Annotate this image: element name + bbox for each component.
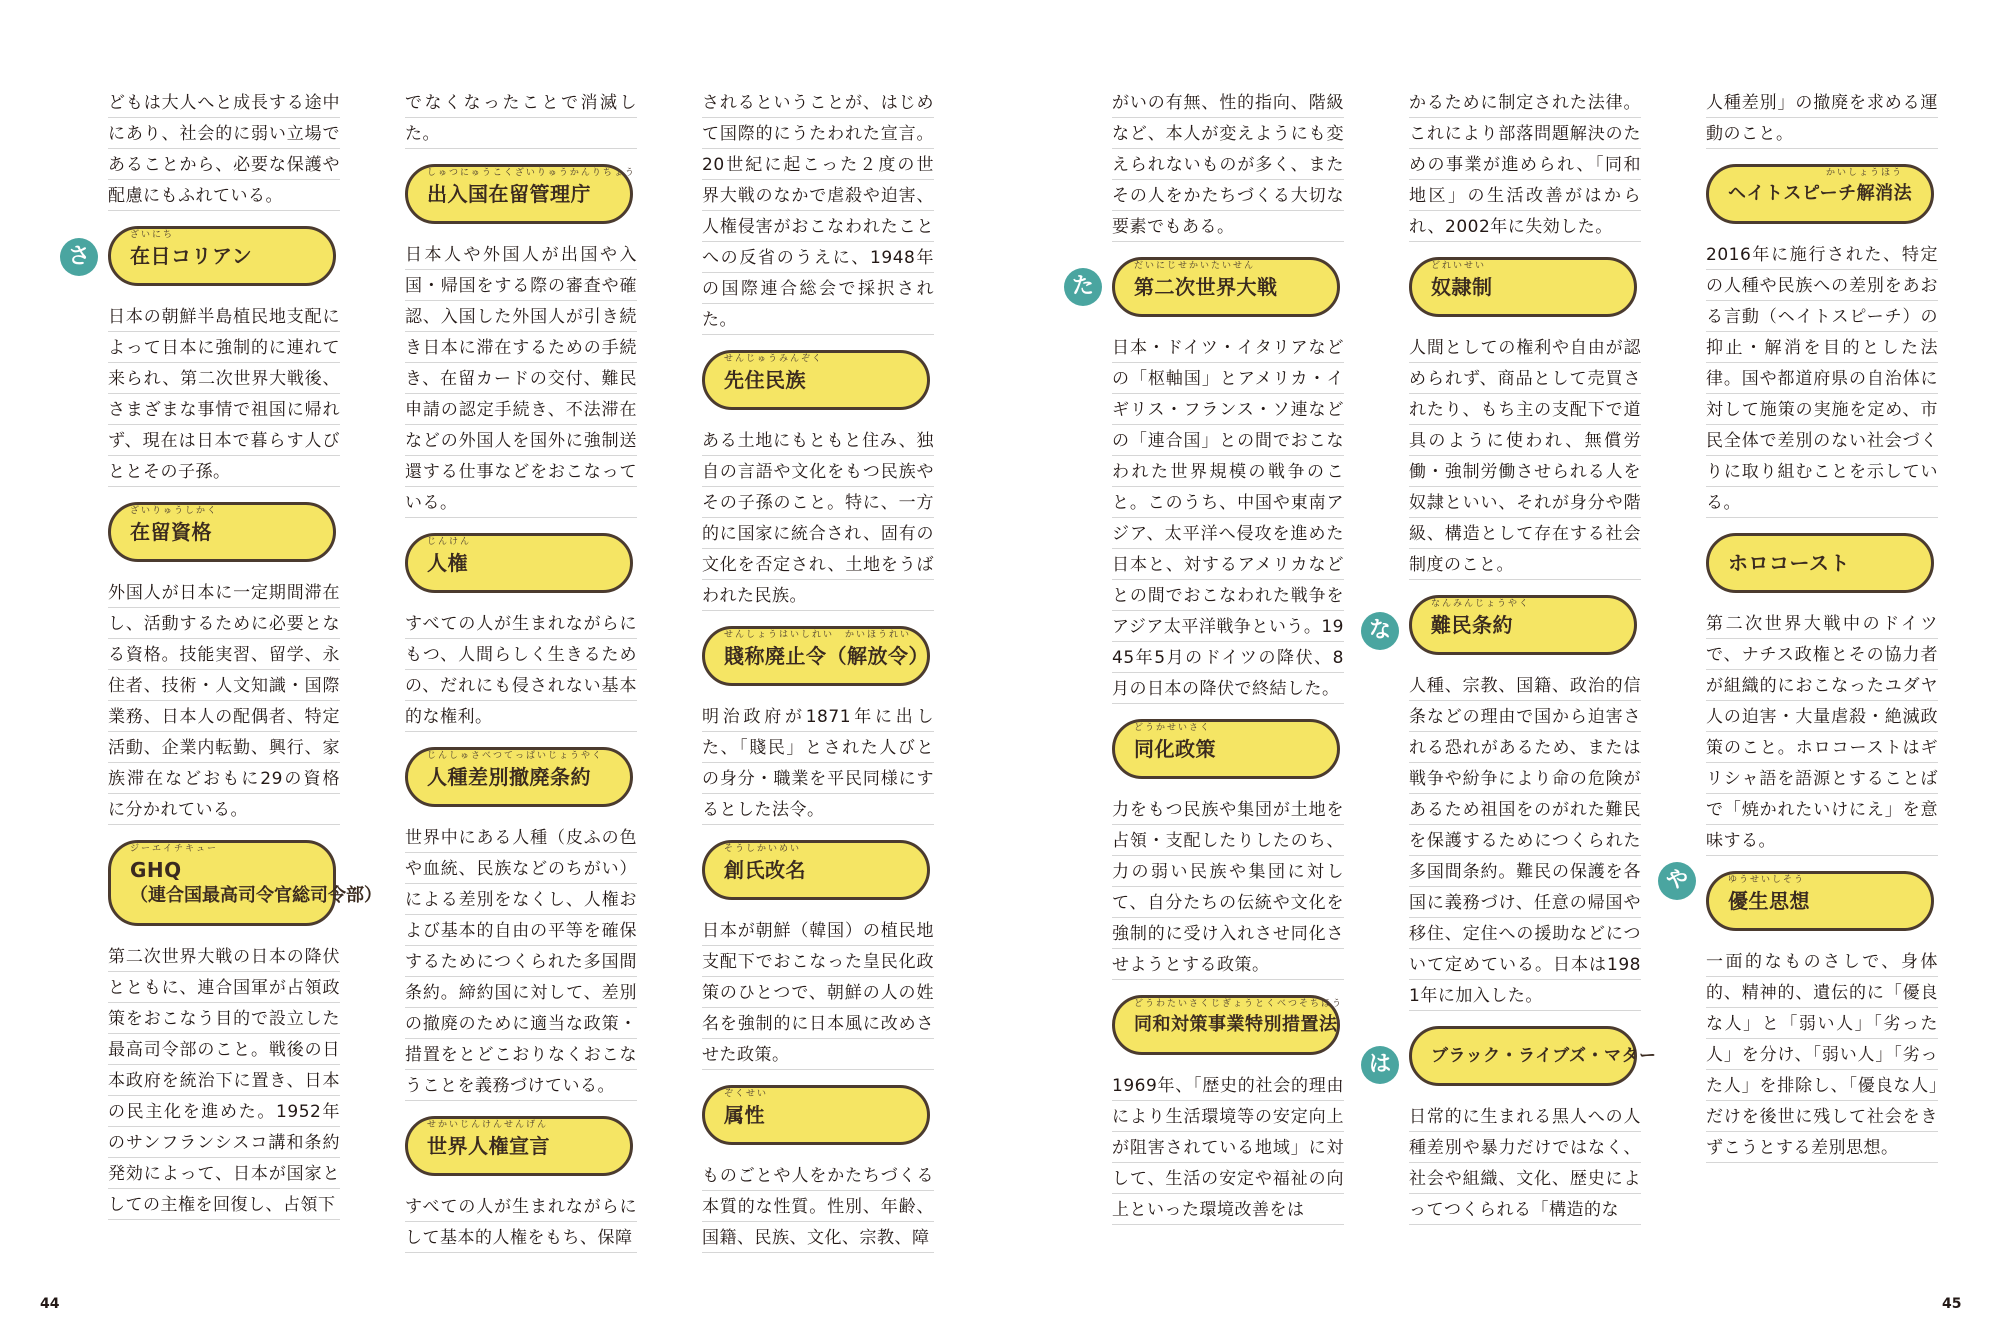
paragraph: 明治政府が1871年に出した、「賤民」とされた人びとの身分・職業を平民同様にするとした法令。 [702, 702, 934, 826]
kana-marker-ya: や [1658, 862, 1696, 900]
term-ruby: ジーエイチキュー [130, 844, 219, 854]
term-title: 在留資格 [130, 520, 212, 544]
term-subtitle: （連合国最高司令官総司令部） [130, 885, 382, 906]
term-heading [1409, 1026, 1657, 1090]
column-5 [1409, 88, 1657, 1226]
term-ruby: ざいりゅうしかく [130, 506, 219, 516]
term-heading [1409, 595, 1641, 659]
term-title: 奴隷制 [1431, 275, 1493, 299]
column-2 [405, 88, 637, 1254]
term-title: ブラック・ライブズ・マター [1431, 1046, 1657, 1066]
page-number-right: 45 [1942, 1296, 1962, 1312]
term-heading [702, 1085, 934, 1149]
term-ruby: かいしょうほう [1826, 168, 1904, 178]
term-heading [405, 533, 637, 597]
paragraph: でなくなったことで消滅した。 [405, 88, 637, 150]
column-4 [1112, 88, 1344, 1226]
term-heading [108, 226, 340, 290]
term-ruby: じんけん [427, 537, 472, 547]
term-heading [405, 164, 637, 228]
paragraph: すべての人が生まれながらにして基本的人権をもち、保障 [405, 1192, 637, 1254]
term-title: 人種差別撤廃条約 [427, 765, 591, 789]
term-heading [108, 840, 382, 930]
term-ruby: せんじゅうみんぞく [724, 354, 824, 364]
term-heading [1706, 533, 1938, 597]
paragraph: 一面的なものさしで、身体的、精神的、遺伝的に「優良な人」と「弱い人」「劣った人」を分け、「弱い人」「劣った人」を排除し、「優良な人」だけを後世に残して社会をきずこうとする差別思想。 [1706, 947, 1938, 1164]
term-heading [1409, 257, 1641, 321]
term-heading [1706, 871, 1938, 935]
term-title: 難民条約 [1431, 613, 1513, 637]
term-heading [1112, 995, 1344, 1059]
term-title: 第二次世界大戦 [1134, 275, 1278, 299]
term-heading [405, 747, 637, 811]
paragraph: 2016年に施行された、特定の人種や民族への差別をあおる言動（ヘイトスピーチ）の抑止・解消を目的とした法律。国や都道府県の自治体に対して施策の実施を定め、市民全体で差別のない社会づくりに取り組むことを示している。 [1706, 240, 1938, 519]
term-title: 同和対策事業特別措置法 [1134, 1014, 1338, 1035]
term-title: 在日コリアン [130, 244, 253, 268]
term-title: 世界人権宣言 [427, 1134, 550, 1158]
term-ruby: なんみんじょうやく [1431, 599, 1531, 609]
term-title: 賤称廃止令（解放令） [724, 644, 929, 668]
term-title: 優生思想 [1728, 889, 1810, 913]
paragraph: 世界中にある人種（皮ふの色や血統、民族などのちがい）による差別をなくし、人権および基本的自由の平等を確保するためにつくられた多国間条約。締約国に対して、差別の撤廃のために適当な政策・措置をとどこおりなくおこなうことを義務づけている。 [405, 823, 637, 1102]
term-ruby: ぞくせい [724, 1089, 769, 1099]
paragraph: されるということが、はじめて国際的にうたわれた宣言。20世紀に起こった２度の世界大戦のなかで虐殺や迫害、人権侵害がおこなわれたことへの反省のうえに、1948年の国際連合総会で採択された。 [702, 88, 934, 336]
paragraph: 日本・ドイツ・イタリアなどの「枢軸国」とアメリカ・イギリス・フランス・ソ連などの「連合国」との間でおこなわれた世界規模の戦争のこと。このうち、中国や東南アジア、太平洋へ侵攻を進めた日本と、対するアメリカなどとの間でおこなわれた戦争をアジア太平洋戦争という。1945年5月のドイツの降伏、8月の日本の降伏で終結した。 [1112, 333, 1344, 705]
term-heading [702, 350, 934, 414]
term-title: ヘイトスピーチ解消法 [1728, 183, 1913, 204]
term-heading [702, 626, 934, 690]
term-heading [1112, 719, 1344, 783]
term-heading [108, 502, 340, 566]
paragraph: 人種、宗教、国籍、政治的信条などの理由で国から迫害される恐れがあるため、または戦争や紛争により命の危険があるため祖国をのがれた難民を保護するためにつくられた多国間条約。難民の保護を各国に義務づけ、任意の帰国や移住、定住への援助などについて定めている。日本は1981年に加入した。 [1409, 671, 1641, 1012]
term-ruby: ゆうせいしそう [1728, 875, 1806, 885]
paragraph: 第二次世界大戦中のドイツで、ナチス政権とその協力者が組織的におこなったユダヤ人の迫害・大量虐殺・絶滅政策のこと。ホロコーストはギリシャ語を語源とすることばで「焼かれたいけにえ」を意味する。 [1706, 609, 1938, 857]
column-1 [108, 88, 382, 1221]
paragraph: 人種差別」の撤廃を求める運動のこと。 [1706, 88, 1938, 150]
term-title: 同化政策 [1134, 737, 1216, 761]
term-ruby: せかいじんけんせんげん [427, 1120, 549, 1130]
term-ruby: ざいにち [130, 230, 175, 240]
paragraph: ある土地にもともと住み、独自の言語や文化をもつ民族やその子孫のこと。特に、一方的に国家に統合され、固有の文化を否定され、土地をうばわれた民族。 [702, 426, 934, 612]
paragraph: 日本の朝鮮半島植民地支配によって日本に強制的に連れて来られ、第二次世界大戦後、さまざまな事情で祖国に帰れず、現在は日本で暮らす人びととその子孫。 [108, 302, 340, 488]
column-3 [702, 88, 934, 1254]
kana-marker-ha: は [1361, 1046, 1399, 1084]
paragraph: 力をもつ民族や集団が土地を占領・支配したりしたのち、力の弱い民族や集団に対して、自分たちの伝統や文化を強制的に受け入れさせ同化させようとする政策。 [1112, 795, 1344, 981]
term-ruby: どうかせいさく [1134, 723, 1212, 733]
paragraph: 日本人や外国人が出国や入国・帰国をする際の審査や確認、入国した外国人が引き続き日本に滞在するための手続き、在留カードの交付、難民申請の認定手続き、不法滞在などの外国人を国外に強制送還する仕事などをおこなっている。 [405, 240, 637, 519]
term-title: 人権 [427, 551, 468, 575]
term-title: 出入国在留管理庁 [427, 182, 591, 206]
term-title: GHQ [130, 858, 182, 882]
term-ruby: どれいせい [1431, 261, 1487, 271]
term-ruby: せんしょうはいしれい かいほうれい [724, 630, 912, 640]
term-heading [1112, 257, 1344, 321]
column-6 [1706, 88, 1938, 1164]
term-heading [1706, 164, 1938, 228]
term-heading [702, 840, 934, 904]
paragraph: ものごとや人をかたちづくる本質的な性質。性別、年齢、国籍、民族、文化、宗教、障 [702, 1161, 934, 1254]
paragraph: 日常的に生まれる黒人への人種差別や暴力だけではなく、社会や組織、文化、歴史によってつくられる「構造的な [1409, 1102, 1641, 1226]
kana-marker-na: な [1361, 612, 1399, 650]
term-ruby: しゅつにゅうこくざいりゅうかんりちょう [427, 168, 636, 178]
paragraph: どもは大人へと成長する途中にあり、社会的に弱い立場であることから、必要な保護や配慮にもふれている。 [108, 88, 340, 212]
term-title: 創氏改名 [724, 858, 806, 882]
term-heading [405, 1116, 637, 1180]
kana-marker-sa: さ [60, 238, 98, 276]
term-ruby: どうわたいさくじぎょうとくべつそちほう [1134, 999, 1344, 1009]
paragraph: すべての人が生まれながらにもつ、人間らしく生きるための、だれにも侵されない基本的な権利。 [405, 609, 637, 733]
term-title: 属性 [724, 1103, 765, 1127]
page-number-left: 44 [40, 1296, 60, 1312]
term-title: 先住民族 [724, 368, 806, 392]
kana-marker-ta: た [1064, 268, 1102, 306]
paragraph: 人間としての権利や自由が認められず、商品として売買されたり、もち主の支配下で道具のように使われ、無償労働・強制労働させられる人を奴隷といい、それが身分や階級、構造として存在する社会制度のこと。 [1409, 333, 1641, 581]
term-title: ホロコースト [1728, 551, 1850, 575]
paragraph: 日本が朝鮮（韓国）の植民地支配下でおこなった皇民化政策のひとつで、朝鮮の人の姓名を強制的に日本風に改めさせた政策。 [702, 916, 934, 1071]
paragraph: がいの有無、性的指向、階級など、本人が変えようにも変えられないものが多く、またその人をかたちづくる大切な要素でもある。 [1112, 88, 1344, 243]
paragraph: 1969年、「歴史的社会的理由により生活環境等の安定向上が阻害されている地域」に対して、生活の安定や福祉の向上といった環境改善をは [1112, 1071, 1344, 1226]
term-ruby: そうしかいめい [724, 844, 802, 854]
paragraph: かるために制定された法律。これにより部落問題解決のための事業が進められ、「同和地区」の生活改善がはかられ、2002年に失効した。 [1409, 88, 1641, 243]
term-ruby: じんしゅさべつてっぱいじょうやく [427, 751, 604, 761]
paragraph: 第二次世界大戦の日本の降伏とともに、連合国軍が占領政策をおこなう目的で設立した最高司令部のこと。戦後の日本政府を統治下に置き、日本の民主化を進めた。1952年のサンフランシスコ講和条約発効によって、日本が国家としての主権を回復し、占領下 [108, 942, 340, 1221]
term-ruby: だいにじせかいたいせん [1134, 261, 1256, 271]
paragraph: 外国人が日本に一定期間滞在し、活動するために必要となる資格。技能実習、留学、永住者、技術・人文知識・国際業務、日本人の配偶者、特定活動、企業内転勤、興行、家族滞在などおもに29の資格に分かれている。 [108, 578, 340, 826]
